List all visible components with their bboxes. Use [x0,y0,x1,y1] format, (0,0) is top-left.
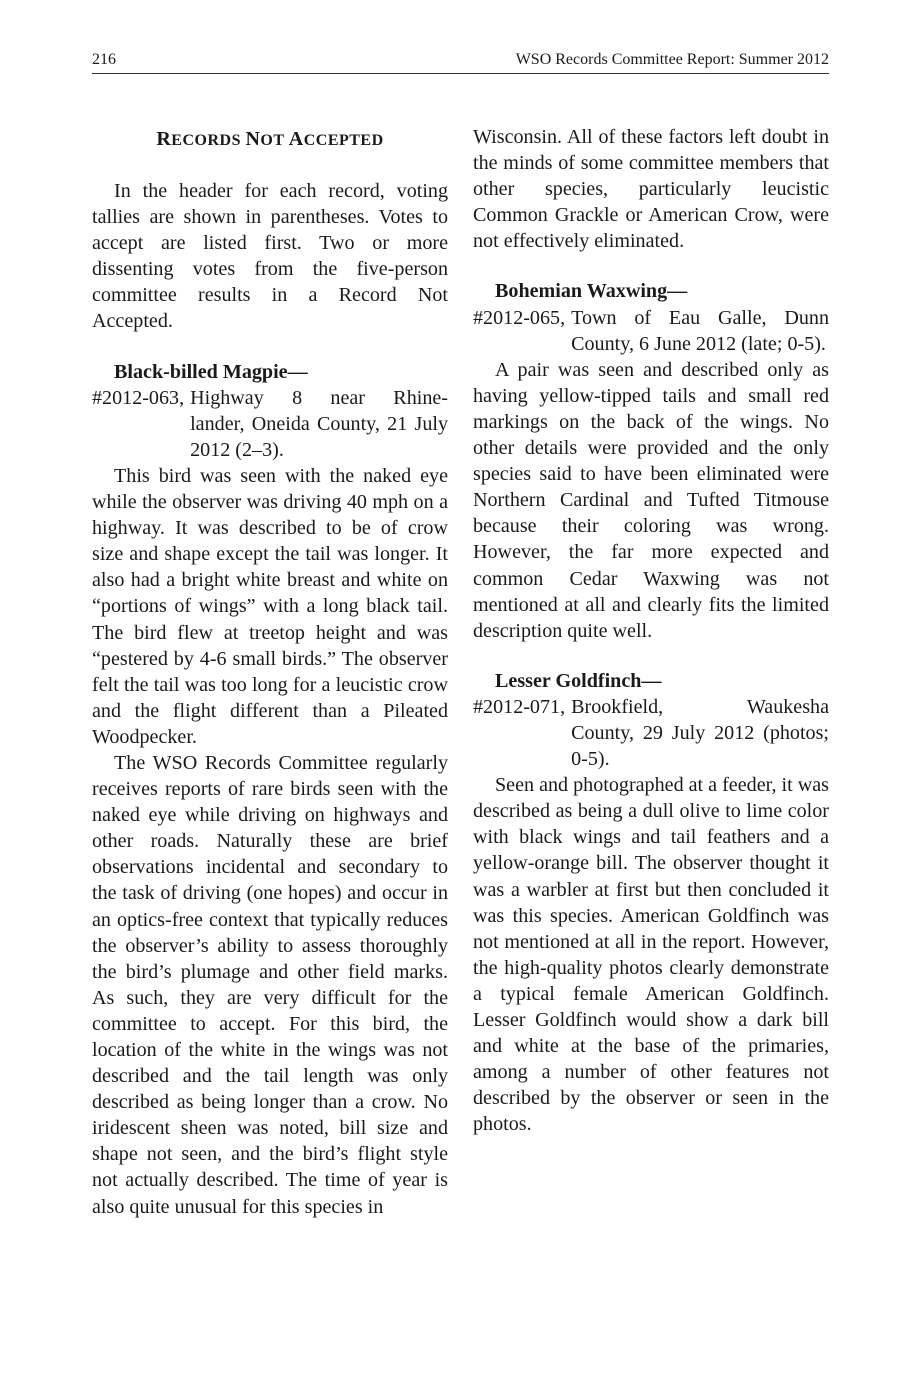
magpie-paragraph-1: This bird was seen with the naked eye while the observer was driving 40 mph on a highway. It was described to be of crow size and shape except the tail was longer. It also had a bright white breast and white on “portions of wings” with a long black tail. The bird flew at treetop height and was “pestered by 4-6 small birds.” The observer felt the tail was too long for a leucistic crow and the flight different than a Pileated Woodpecker. [92,464,448,748]
species-heading-goldfinch: Lesser Goldfinch— [495,669,662,692]
record-line-waxwing [473,305,829,357]
goldfinch-paragraph: Seen and photographed at a feeder, it was described as being a dull olive to lime color with black wings and tail feathers and a yellow-orange bill. The observer thought it was a warbler at first but then concluded it was this species. American Goldfinch was not mentioned at all in the report. However, the high-quality photos clearly demonstrate a typical female American Goldfinch. Lesser Goldfinch would show a dark bill and white at the base of the primaries, among a number of other features not described by the observer or seen in the photos. [473,774,829,1136]
record-location: Town of Eau Galle, Dunn County, 6 June 2012 (late; 0-5). [571,306,829,355]
running-title: WSO Records Committee Report: Summer 2012 [515,51,829,68]
section-title: RECORDS NOT ACCEPTED [156,128,384,150]
running-head [92,49,829,74]
record-location: Brookfield, Waukesha County, 29 July 2012 (photos; 0-5). [571,695,829,771]
record-line-magpie [92,385,448,463]
species-heading-waxwing: Bohemian Waxwing— [495,280,688,303]
page-number: 216 [92,51,116,68]
species-heading-magpie: Black-billed Magpie— [114,360,308,383]
magpie-paragraph-2: The WSO Records Committee regularly receives reports of rare birds seen with the naked eye while driving on highways and other roads. Naturally these are brief observations incidental and secondary to the task of driving (one hopes) and occur in an optics-free context that typically reduces the observer’s ability to assess thoroughly the bird’s plumage and other field marks. As such, they are very difficult for the committee to accept. For this bird, the location of the white in the wings was not described and the tail length was only described as being longer than a crow. No iridescent sheen was noted, bill size and shape not seen, and the bird’s flight style not actually described. The time of year is also quite unusual for this species in [92,751,448,1218]
left-column [92,124,448,1220]
record-location: Highway 8 near Rhine- lander, Oneida County, 21 July 2012 (2–3). [190,386,448,461]
waxwing-paragraph: A pair was seen and described only as having yellow-tipped tails and small red markings on the back of the wings. No other details were provided and the only species said to have been eliminated were Northern Cardinal and Tufted Titmouse because their coloring was wrong. However, the far more expected and common Cedar Waxwing was not mentioned at all and clearly fits the limited description quite well. [473,358,829,642]
right-column [473,124,829,1137]
record-number: #2012-065, [473,306,566,329]
record-line-goldfinch [473,694,829,772]
record-number: #2012-063, [92,386,185,409]
record-number: #2012-071, [473,695,566,718]
intro-paragraph: In the header for each record, voting tallies are shown in parentheses. Votes to accept are listed first. Two or more dissenting votes from the five-person committee results in a Record Not Accepted. [92,180,448,333]
magpie-paragraph-2-continued: Wisconsin. All of these factors left doubt in the minds of some committee members that other species, particularly leucistic Common Grackle or American Crow, were not effectively eliminated. [473,126,829,253]
